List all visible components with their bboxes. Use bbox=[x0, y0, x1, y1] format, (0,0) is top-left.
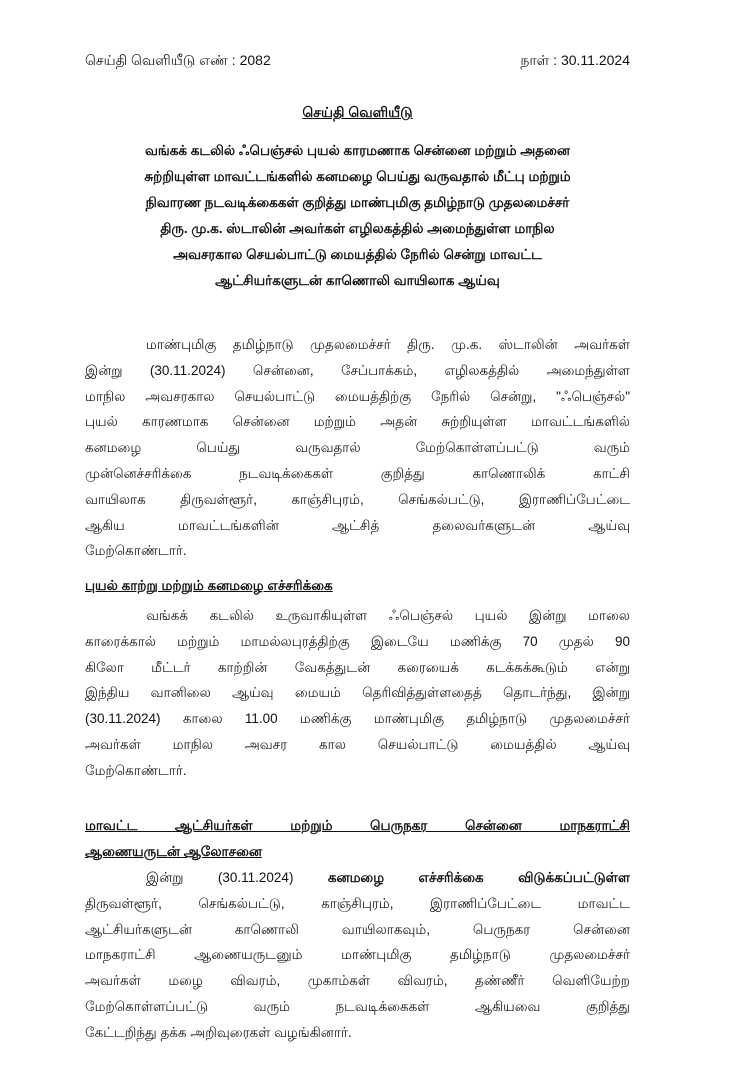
paragraph-line: மாநில அவசரகால செயல்பாட்டு மையத்திற்கு நேரில் சென்று, "ஃபெஞ்சல்" bbox=[85, 388, 630, 404]
headline-line: ஆட்சியர்களுடன் காணொலி வாயிலாக ஆய்வு bbox=[215, 273, 500, 288]
paragraph-consultation bbox=[85, 865, 630, 1046]
paragraph-line: அவர்கள் மழை விவரம், முகாம்கள் விவரம், தண்ணீர் வெளியேற்ற bbox=[85, 973, 630, 989]
paragraph-line: புயல் காரணமாக சென்னை மற்றும் அதன் சுற்றியுள்ள மாவட்டங்களில் bbox=[85, 414, 630, 430]
section-heading-line-wrap bbox=[85, 839, 630, 865]
paragraph-line: மாண்புமிகு தமிழ்நாடு முதலமைச்சர் திரு. மு.க. ஸ்டாலின் அவர்கள் bbox=[146, 337, 630, 352]
section-heading-cyclone-warning bbox=[85, 573, 630, 599]
paragraph-line: அவர்கள் மாநில அவசர கால செயல்பாட்டு மையத்தில் ஆய்வு bbox=[85, 736, 630, 752]
paragraph-line: மேற்கொள்ளப்பட்டு வரும் நடவடிக்கைகள் ஆகியவை குறித்து bbox=[85, 998, 630, 1014]
paragraph-line: மேற்கொண்டார். bbox=[85, 543, 187, 559]
section-heading-text: புயல் காற்று மற்றும் கனமழை எச்சரிக்கை bbox=[85, 578, 333, 593]
section-heading-line: ஆணையருடன் ஆலோசனை bbox=[85, 843, 262, 859]
paragraph-line: வாயிலாக திருவள்ளூர், காஞ்சிபுரம், செங்கல்பட்டு, இராணிப்பேட்டை bbox=[85, 491, 630, 507]
paragraph-line: வங்கக் கடலில் உருவாகியுள்ள ஃபெஞ்சல் புயல் இன்று மாலை bbox=[146, 608, 630, 623]
document-title bbox=[85, 100, 630, 124]
headline-line: திரு. மு.க. ஸ்டாலின் அவர்கள் எழிலகத்தில் அமைந்துள்ள மாநில bbox=[160, 221, 555, 236]
headline bbox=[85, 138, 630, 294]
headline-line: அவசரகால செயல்பாட்டு மையத்தில் நேரில் சென்று மாவட்ட bbox=[173, 247, 542, 262]
paragraph-text: இன்று (30.11.2024) bbox=[146, 870, 294, 885]
paragraph-bold-text: கனமழை எச்சரிக்கை விடுக்கப்பட்டுள்ள bbox=[327, 870, 630, 885]
paragraph-line: ஆகிய மாவட்டங்களின் ஆட்சித் தலைவர்களுடன் ஆய்வு bbox=[85, 517, 630, 533]
paragraph-cyclone-warning bbox=[85, 603, 630, 784]
release-number: செய்தி வெளியீடு எண் : 2082 bbox=[85, 52, 271, 68]
paragraph-line: திருவள்ளூர், செங்கல்பட்டு, காஞ்சிபுரம், இராணிப்பேட்டை மாவட்ட bbox=[85, 895, 630, 911]
paragraph-line: ஆட்சியர்களுடன் காணொலி வாயிலாகவும், பெருநகர சென்னை bbox=[85, 921, 630, 937]
paragraph-line: இன்று (30.11.2024) சென்னை, சேப்பாக்கம், எழிலகத்தில் அமைந்துள்ள bbox=[85, 362, 630, 378]
section-heading-line: மாவட்ட ஆட்சியர்கள் மற்றும் பெருநகர சென்னை மாநகராட்சி bbox=[85, 818, 630, 833]
paragraph-line: கிலோ மீட்டர் காற்றின் வேகத்துடன் கரையைக் கடக்கக்கூடும் என்று bbox=[85, 659, 630, 675]
section-heading-consultation bbox=[85, 813, 630, 865]
paragraph-intro bbox=[85, 332, 630, 564]
paragraph-line: கேட்டறிந்து தக்க அறிவுரைகள் வழங்கினார். bbox=[85, 1024, 352, 1040]
headline-line: சுற்றியுள்ள மாவட்டங்களில் கனமழை பெய்து வருவதால் மீட்பு மற்றும் bbox=[144, 169, 571, 184]
paragraph-line: கனமழை பெய்து வருவதால் மேற்கொள்ளப்பட்டு வரும் bbox=[85, 440, 630, 456]
paragraph-line: மாநகராட்சி ஆணையருடனும் மாண்புமிகு தமிழ்நாடு முதலமைச்சர் bbox=[85, 947, 630, 963]
release-date: நாள் : 30.11.2024 bbox=[520, 52, 630, 68]
paragraph-line: காரைக்கால் மற்றும் மாமல்லபுரத்திற்கு இடையே மணிக்கு 70 முதல் 90 bbox=[85, 633, 630, 649]
paragraph-line: இந்திய வானிலை ஆய்வு மையம் தெரிவித்துள்ளதைத் தொடர்ந்து, இன்று bbox=[85, 685, 630, 701]
headline-line: வங்கக் கடலில் ஃபெஞ்சல் புயல் காரமணாக சென்னை மற்றும் அதனை bbox=[145, 143, 570, 158]
paragraph-line bbox=[85, 865, 630, 891]
document-header bbox=[85, 49, 630, 71]
headline-line: நிவாரண நடவடிக்கைகள் குறித்து மாண்புமிகு தமிழ்நாடு முதலமைச்சர் bbox=[145, 195, 570, 210]
paragraph-line: (30.11.2024) காலை 11.00 மணிக்கு மாண்புமிகு தமிழ்நாடு முதலமைச்சர் bbox=[85, 711, 630, 727]
document-title-text: செய்தி வெளியீடு bbox=[302, 104, 413, 120]
paragraph-line: முன்னெச்சரிக்கை நடவடிக்கைகள் குறித்து காணொலிக் காட்சி bbox=[85, 465, 630, 481]
paragraph-line: மேற்கொண்டார். bbox=[85, 762, 187, 778]
